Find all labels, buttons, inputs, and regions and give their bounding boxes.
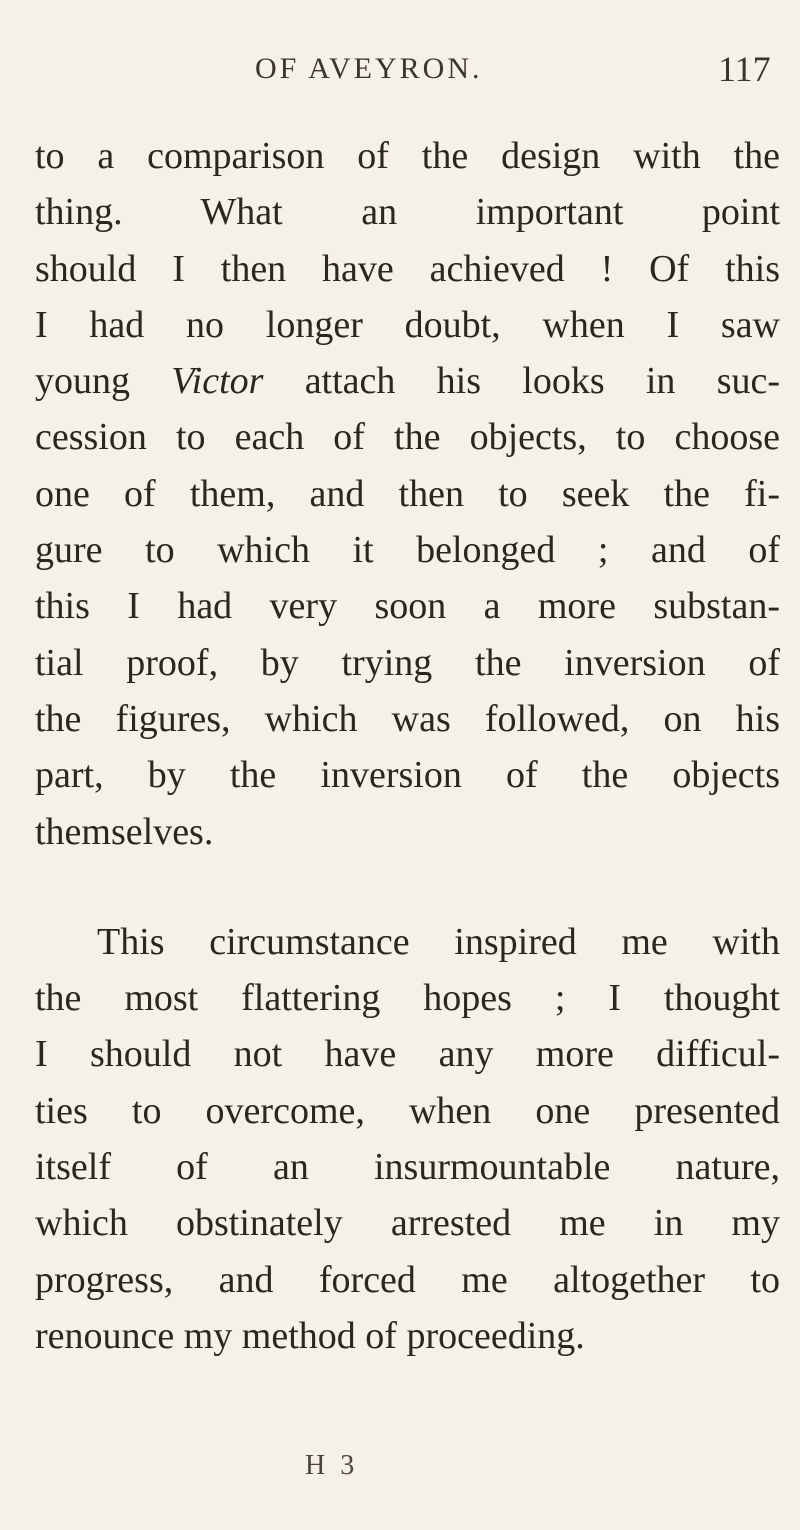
paragraph-2 bbox=[35, 914, 780, 1364]
text-line: I had no longer doubt, when I saw bbox=[35, 303, 780, 346]
paragraph-1 bbox=[35, 128, 780, 860]
body-text bbox=[35, 128, 780, 1364]
paragraph-gap bbox=[35, 860, 780, 914]
text-line: themselves. bbox=[35, 810, 214, 853]
text-line: to a comparison of the design with the bbox=[35, 135, 780, 177]
text-line: this I had very soon a more substan- bbox=[35, 585, 780, 628]
text-line: which obstinately arrested me in my bbox=[35, 1202, 780, 1245]
text-line: progress, and forced me altogether to bbox=[35, 1258, 780, 1301]
text-line: the figures, which was followed, on his bbox=[35, 697, 780, 740]
text-line: should I then have achieved ! Of this bbox=[35, 247, 780, 290]
text-line: the most flattering hopes ; I thought bbox=[35, 977, 780, 1020]
text-line: I should not have any more difficul- bbox=[35, 1033, 780, 1076]
signature-mark: H 3 bbox=[305, 1450, 359, 1481]
italic-name: Victor bbox=[171, 360, 264, 403]
running-title: OF AVEYRON. bbox=[255, 52, 483, 85]
text-line: tial proof, by trying the inversion of bbox=[35, 641, 780, 684]
text-line-with-italic-name: young Victor attach his looks in suc- bbox=[35, 360, 780, 403]
text-line: cession to each of the objects, to choose bbox=[35, 416, 780, 459]
page-number: 117 bbox=[718, 49, 771, 89]
text-line: thing. What an important point bbox=[35, 191, 780, 234]
text-line: part, by the inversion of the objects bbox=[35, 754, 780, 797]
text-line: renounce my method of proceeding. bbox=[35, 1314, 585, 1357]
text-line: itself of an insurmountable nature, bbox=[35, 1146, 780, 1189]
text-line: one of them, and then to seek the fi- bbox=[35, 472, 780, 515]
text-line: gure to which it belonged ; and of bbox=[35, 529, 780, 572]
text-line: ties to overcome, when one presented bbox=[35, 1089, 780, 1132]
text-line: This circumstance inspired me with bbox=[97, 920, 780, 963]
running-head bbox=[0, 49, 800, 102]
